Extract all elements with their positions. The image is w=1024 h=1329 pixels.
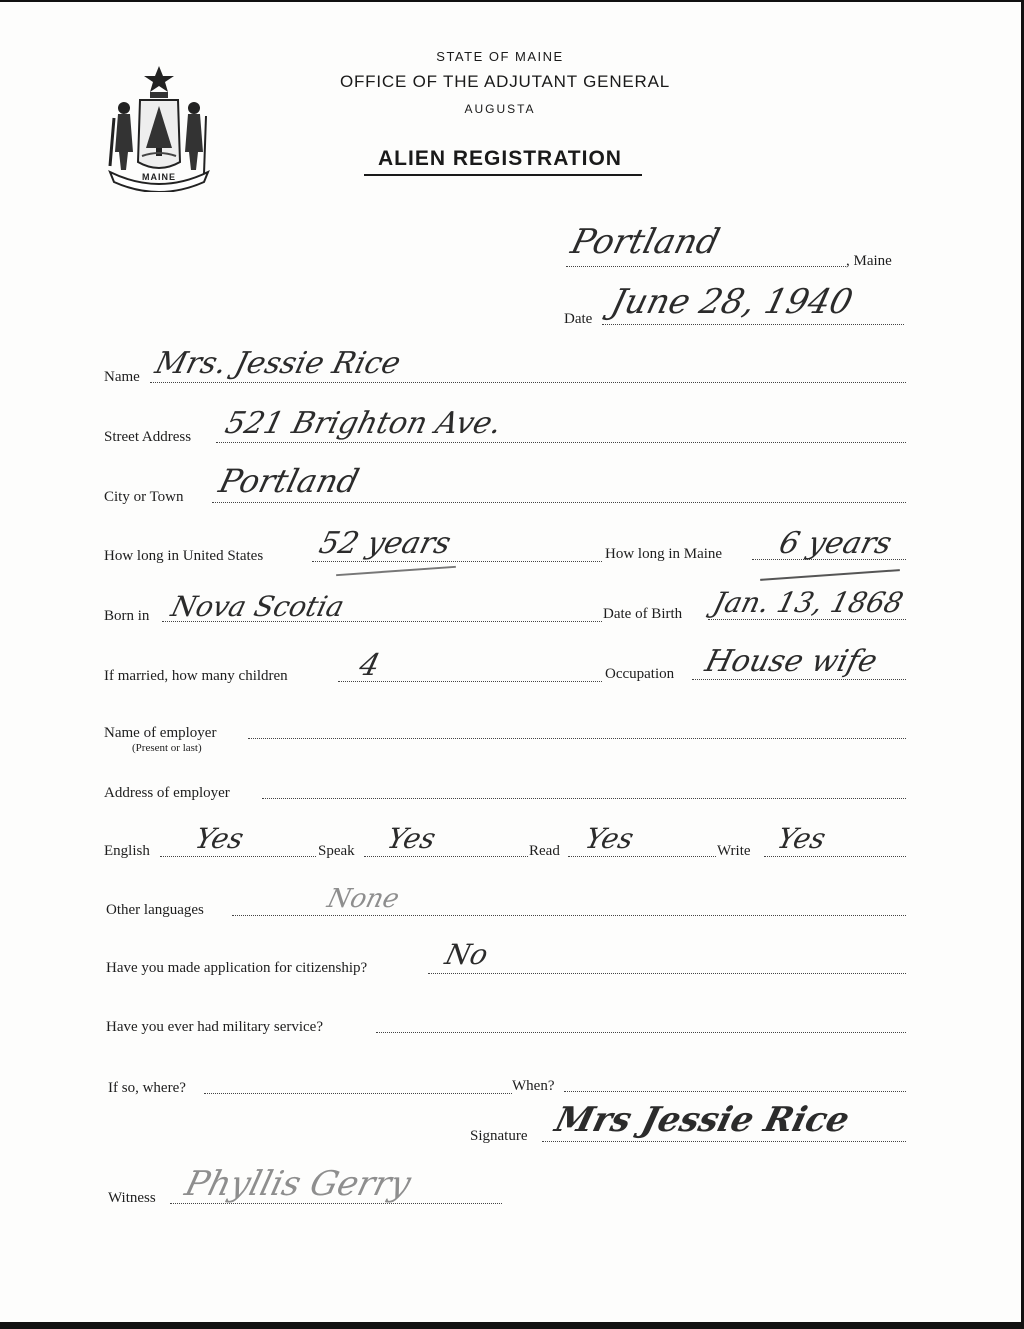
military-line bbox=[376, 1032, 906, 1033]
name-label: Name bbox=[104, 369, 140, 385]
born-in-value[interactable]: Nova Scotia bbox=[167, 590, 348, 623]
date-label: Date bbox=[564, 311, 593, 327]
signature-value[interactable]: Mrs Jessie Rice bbox=[551, 1100, 854, 1140]
born-in-label: Born in bbox=[104, 608, 150, 624]
pen-stroke-mark bbox=[760, 569, 900, 581]
write-value[interactable]: Yes bbox=[773, 822, 830, 855]
english-value[interactable]: Yes bbox=[191, 822, 248, 855]
form-title: ALIEN REGISTRATION bbox=[378, 147, 622, 170]
date-of-birth-label: Date of Birth bbox=[603, 606, 683, 622]
when-label: When? bbox=[512, 1078, 555, 1094]
english-line bbox=[160, 856, 316, 857]
page-border-top bbox=[0, 0, 1024, 2]
street-address-line bbox=[216, 442, 906, 443]
citizenship-value[interactable]: No bbox=[441, 938, 492, 971]
date-value[interactable]: June 28, 1940 bbox=[607, 282, 857, 322]
employer-address-label: Address of employer bbox=[104, 785, 230, 801]
children-line bbox=[338, 681, 602, 682]
other-languages-line bbox=[232, 915, 906, 916]
occupation-value[interactable]: House wife bbox=[701, 644, 881, 679]
place-line bbox=[566, 266, 846, 267]
name-value[interactable]: Mrs. Jessie Rice bbox=[151, 346, 405, 381]
page-border-bottom bbox=[0, 1322, 1024, 1329]
employer-name-sublabel: (Present or last) bbox=[132, 742, 202, 754]
children-label: If married, how many children bbox=[104, 668, 288, 684]
how-long-maine-value[interactable]: 6 years bbox=[775, 526, 896, 561]
employer-name-label: Name of employer bbox=[104, 725, 217, 741]
city-or-town-line bbox=[212, 502, 906, 503]
when-line bbox=[564, 1091, 906, 1092]
seal-motto: MAINE bbox=[142, 172, 176, 182]
citizenship-label: Have you made application for citizenship? bbox=[106, 960, 368, 976]
write-line bbox=[764, 856, 906, 857]
pen-stroke-mark bbox=[336, 566, 456, 576]
military-label: Have you ever had military service? bbox=[106, 1019, 323, 1035]
date-line bbox=[602, 324, 904, 325]
date-of-birth-value[interactable]: Jan. 13, 1868 bbox=[709, 586, 907, 619]
employer-name-line bbox=[248, 738, 906, 739]
signature-label: Signature bbox=[470, 1128, 528, 1144]
read-line bbox=[568, 856, 716, 857]
speak-line bbox=[364, 856, 528, 857]
how-long-us-line bbox=[312, 561, 602, 562]
children-value[interactable]: 4 bbox=[355, 648, 384, 683]
city-heading: AUGUSTA bbox=[464, 102, 536, 116]
state-heading: STATE OF MAINE bbox=[436, 49, 564, 64]
how-long-us-value[interactable]: 52 years bbox=[315, 526, 455, 561]
write-label: Write bbox=[717, 843, 751, 859]
date-of-birth-line bbox=[708, 619, 906, 620]
place-value[interactable]: Portland bbox=[567, 222, 724, 262]
other-languages-value[interactable]: None bbox=[324, 884, 403, 914]
city-or-town-label: City or Town bbox=[104, 489, 184, 505]
if-so-where-line bbox=[204, 1093, 512, 1094]
occupation-label: Occupation bbox=[605, 666, 675, 682]
read-value[interactable]: Yes bbox=[581, 822, 638, 855]
occupation-line bbox=[692, 679, 906, 680]
place-suffix: , Maine bbox=[846, 253, 892, 269]
witness-label: Witness bbox=[108, 1190, 156, 1206]
english-label: English bbox=[104, 843, 150, 859]
signature-line bbox=[542, 1141, 906, 1142]
if-so-where-label: If so, where? bbox=[108, 1080, 186, 1096]
read-label: Read bbox=[529, 843, 560, 859]
office-heading: OFFICE OF THE ADJUTANT GENERAL bbox=[339, 72, 671, 91]
title-underline bbox=[364, 174, 642, 176]
street-address-label: Street Address bbox=[104, 429, 192, 445]
city-or-town-value[interactable]: Portland bbox=[215, 462, 363, 500]
employer-address-line bbox=[262, 798, 906, 799]
speak-value[interactable]: Yes bbox=[383, 822, 440, 855]
other-languages-label: Other languages bbox=[106, 902, 204, 918]
speak-label: Speak bbox=[318, 843, 355, 859]
name-line bbox=[150, 382, 906, 383]
how-long-maine-label: How long in Maine bbox=[605, 546, 723, 562]
street-address-value[interactable]: 521 Brighton Ave. bbox=[221, 406, 506, 441]
witness-value[interactable]: Phyllis Gerry bbox=[181, 1164, 415, 1204]
citizenship-line bbox=[428, 973, 906, 974]
how-long-us-label: How long in United States bbox=[104, 548, 264, 564]
